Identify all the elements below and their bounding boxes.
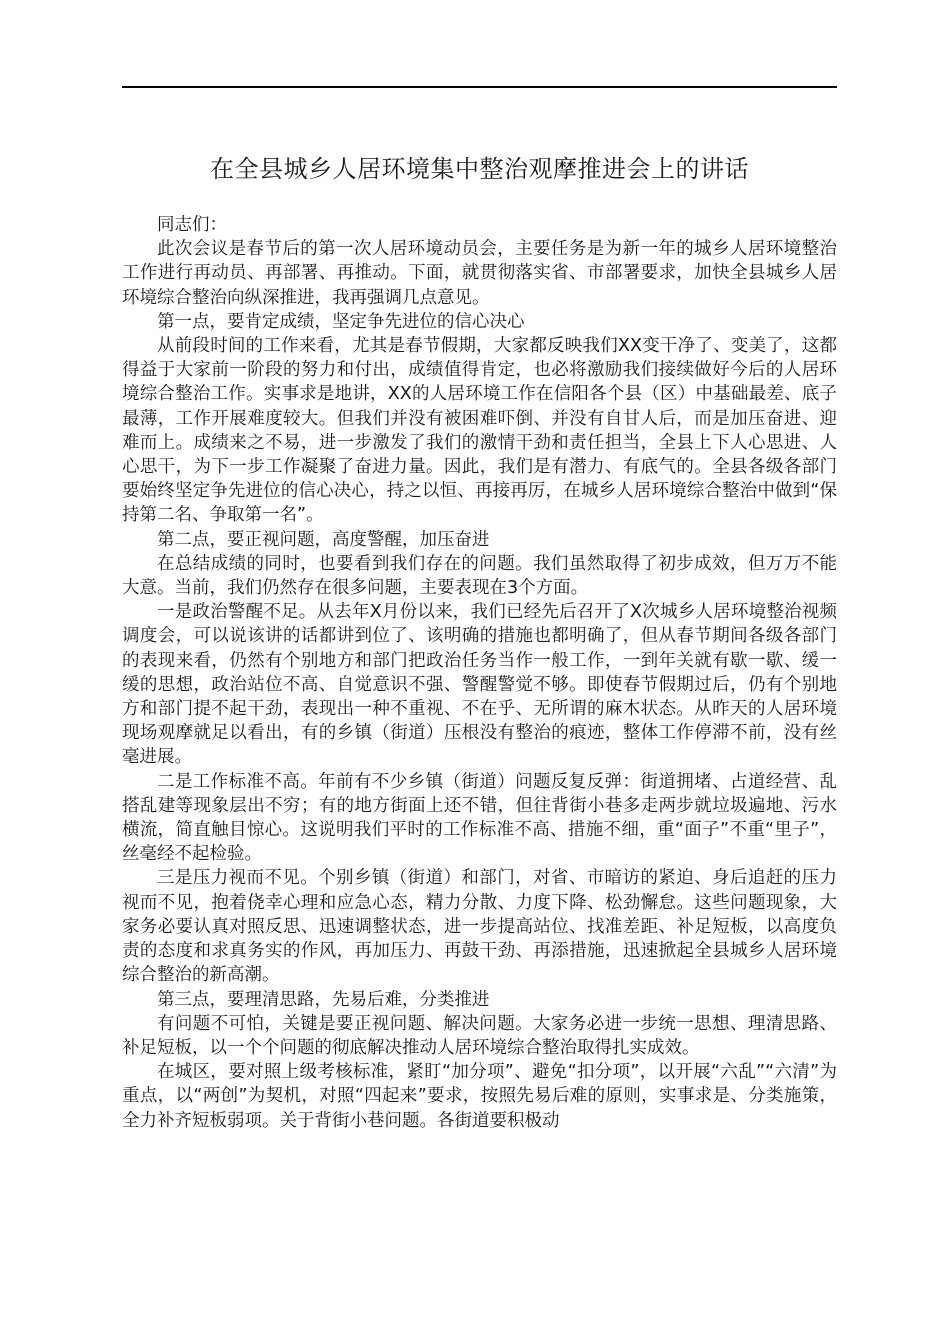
paragraph-problem-2: 二是工作标准不高。年前有不少乡镇（街道）问题反复反弹：街道拥堵、占道经营、乱搭乱建等现象层出不穷；有的地方街面上还不错，但往背街小巷多走两步就垃圾遍地、污水横流，简直触目惊心。这说明我们平时的工作标准不高、措施不细，重“面子”不重“里子”，丝毫经不起检验。: [122, 771, 837, 865]
paragraph-section-1: 从前段时间的工作来看，尤其是春节假期，大家都反映我们XX变干净了、变美了，这都得益于大家前一阶段的努力和付出，成绩值得肯定，也必将激励我们接续做好今后的人居环境综合整治工作。实事求是地讲，XX的人居环境工作在信阳各个县（区）中基础最差、底子最薄，工作开展难度较大。但我们并没有被困难吓倒、并没有自甘人后，而是加压奋进、迎难而上。成绩来之不易，进一步激发了我们的激情干劲和责任担当，全县上下人心思进、人心思干，为下一步工作凝聚了奋进力量。因此，我们是有潜力、有底气的。全县各级各部门要始终坚定争先进位的信心决心，持之以恒、再接再厉，在城乡人居环境综合整治中做到“保持第二名、争取第一名”。: [122, 336, 837, 526]
salutation: 同志们：: [157, 215, 227, 235]
header-rule: [122, 86, 837, 88]
paragraph-intro: 此次会议是春节后的第一次人居环境动员会，主要任务是为新一年的城乡人居环境整治工作进行再动员、再部署、再推动。下面，就贯彻落实省、市部署要求，加快全县城乡人居环境综合整治向纵深推进，我再强调几点意见。: [122, 239, 837, 308]
section-heading-3: 第三点，要理清思路，先易后难，分类推进: [157, 989, 490, 1010]
paragraph-urban-area: 在城区，要对照上级考核标准，紧盯“加分项”、避免“扣分项”，以开展“六乱”“六清”为重点，以“两创”为契机，对照“四起来”要求，按照先易后难的原则，实事求是、分类施策，全力补齐短板弱项。关于背街小巷问题。各街道要积极动: [122, 1062, 837, 1131]
document-body: [122, 213, 837, 1133]
document-title: 在全县城乡人居环境集中整治观摩推进会上的讲话: [210, 155, 749, 183]
paragraph-section-2-intro: 在总结成绩的同时，也要看到我们存在的问题。我们虽然取得了初步成效，但万万不能大意。当前，我们仍然存在很多问题，主要表现在3个方面。: [122, 553, 837, 599]
section-heading-2: 第二点，要正视问题，高度警醒，加压奋进: [157, 529, 490, 550]
paragraph-section-3-intro: 有问题不可怕，关键是要正视问题、解决问题。大家务必进一步统一思想、理清思路、补足短板，以一个个问题的彻底解决推动人居环境综合整治取得扎实成效。: [122, 1013, 837, 1058]
paragraph-problem-3: 三是压力视而不见。个别乡镇（街道）和部门，对省、市暗访的紧迫、身后追赶的压力视而不见，抱着侥幸心理和应急心态，精力分散、力度下降、松劲懈怠。这些问题现象，大家务必要认真对照反思、迅速调整状态，进一步提高站位、找准差距、补足短板，以高度负责的态度和求真务实的作风，再加压力、再鼓干劲、再添措施，迅速掀起全县城乡人居环境综合整治的新高潮。: [122, 868, 837, 986]
paragraph-problem-1: 一是政治警醒不足。从去年X月份以来，我们已经先后召开了X次城乡人居环境整治视频调度会，可以说该讲的话都讲到位了、该明确的措施也都明确了，但从春节期间各级各部门的表现来看，仍然有个别地方和部门把政治任务当作一般工作，一到年关就有歇一歇、缓一缓的思想，政治站位不高、自觉意识不强、警醒警觉不够。即使春节假期过后，仍有个别地方和部门提不起干劲，表现出一种不重视、不在乎、无所谓的麻木状态。从昨天的人居环境现场观摩就足以看出，有的乡镇（街道）压根没有整治的痕迹，整体工作停滞不前，没有丝毫进展。: [122, 602, 837, 768]
section-heading-1: 第一点，要肯定成绩，坚定争先进位的信心决心: [157, 311, 525, 332]
